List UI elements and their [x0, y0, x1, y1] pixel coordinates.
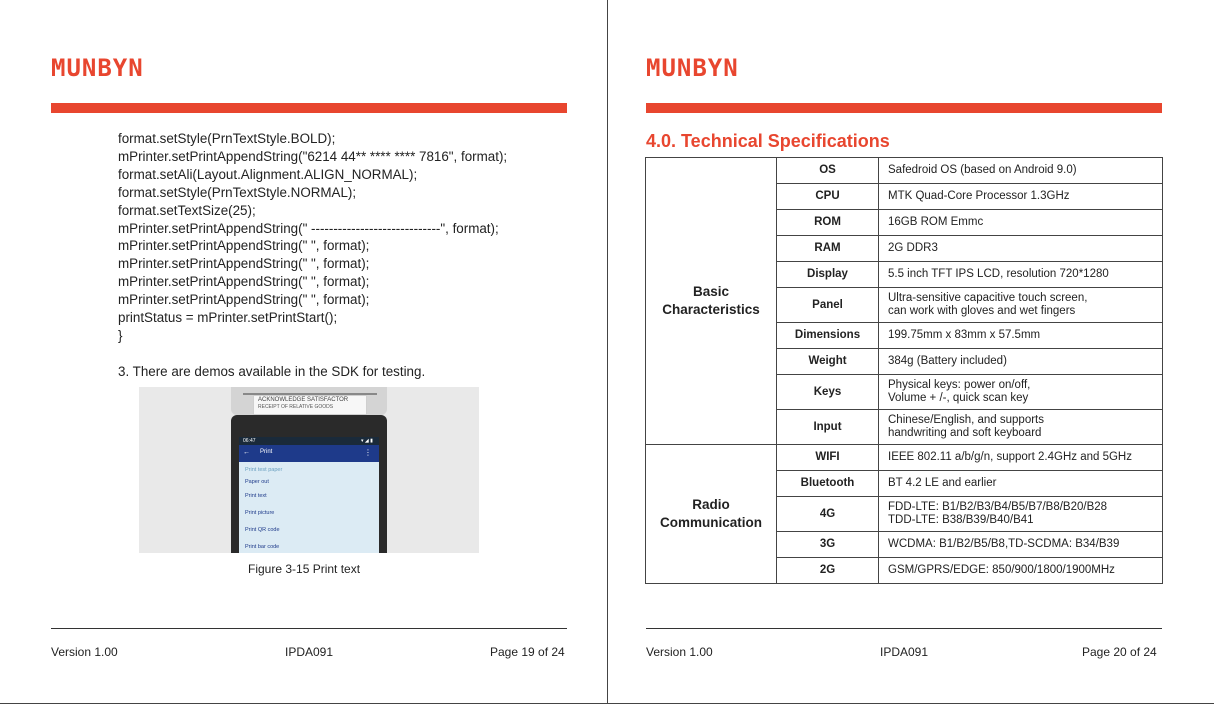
footer-version: Version 1.00 [646, 645, 713, 659]
screen-title: Print [260, 449, 273, 455]
more-icon: ⋮ [364, 448, 372, 457]
category-cell [646, 445, 777, 584]
menu-item: Print test paper [245, 467, 283, 473]
code-line: format.setTextSize(25); [118, 202, 256, 218]
spec-value: Physical keys: power on/off, Volume + /-, quick scan key [879, 375, 1163, 410]
footer-rule [646, 628, 1162, 629]
footer-model: IPDA091 [285, 645, 334, 659]
spec-name: Dimensions [777, 323, 879, 349]
footer-page-number: Page 19 of 24 [490, 645, 565, 659]
right-page [608, 0, 1214, 704]
spec-value: GSM/GPRS/EDGE: 850/900/1800/1900MHz [879, 558, 1163, 584]
menu-item: Paper out [245, 479, 269, 485]
spec-name: Panel [777, 288, 879, 323]
menu-item: Print picture [245, 510, 275, 516]
spec-value: 5.5 inch TFT IPS LCD, resolution 720*1280 [879, 262, 1163, 288]
spec-name: Keys [777, 375, 879, 410]
spec-name: 2G [777, 558, 879, 584]
code-line: mPrinter.setPrintAppendString(" ", format); [118, 274, 370, 290]
footer-page-number: Page 20 of 24 [1082, 645, 1157, 659]
code-line: mPrinter.setPrintAppendString(" -----------------------------", format); [118, 220, 499, 236]
category-label: Characteristics [662, 302, 760, 317]
footer-version: Version 1.00 [51, 645, 118, 659]
back-arrow-icon: ← [243, 449, 250, 456]
spec-name: 3G [777, 532, 879, 558]
code-line: mPrinter.setPrintAppendString(" ", format); [118, 292, 370, 308]
spec-value: Safedroid OS (based on Android 9.0) [879, 158, 1163, 184]
code-line: format.setAli(Layout.Alignment.ALIGN_NORMAL); [118, 166, 418, 182]
spec-value: IEEE 802.11 a/b/g/n, support 2.4GHz and 5GHz [879, 445, 1163, 471]
spec-name: RAM [777, 236, 879, 262]
code-line: } [118, 327, 123, 343]
spec-table [645, 157, 1163, 584]
code-line: mPrinter.setPrintAppendString(" ", format); [118, 238, 370, 254]
status-icons: ▾ ◢ ▮ [361, 438, 373, 444]
spec-name: ROM [777, 210, 879, 236]
demo-note: 3. There are demos available in the SDK for testing. [118, 364, 426, 379]
munbyn-logo: MUNBYN [51, 54, 144, 82]
spec-value: BT 4.2 LE and earlier [879, 471, 1163, 497]
receipt-text: RECEIPT OF RELATIVE GOODS [258, 404, 334, 410]
spec-value: 384g (Battery included) [879, 349, 1163, 375]
spec-name: Display [777, 262, 879, 288]
spec-row [646, 445, 1163, 471]
code-line: printStatus = mPrinter.setPrintStart(); [118, 310, 338, 326]
category-label: Radio [692, 497, 730, 512]
munbyn-logo: MUNBYN [646, 54, 739, 82]
spec-value: 199.75mm x 83mm x 57.5mm [879, 323, 1163, 349]
spec-value: 16GB ROM Emmc [879, 210, 1163, 236]
category-label: Communication [659, 515, 762, 530]
category-cell [646, 158, 777, 445]
footer-model: IPDA091 [880, 645, 929, 659]
footer-rule [51, 628, 567, 629]
spec-value: 2G DDR3 [879, 236, 1163, 262]
code-line: mPrinter.setPrintAppendString("6214 44** **** **** 7816", format); [118, 148, 508, 164]
receipt-text: ACKNOWLEDGE SATISFACTOR [258, 397, 349, 403]
spec-name: 4G [777, 497, 879, 532]
section-title: 4.0. Technical Specifications [646, 131, 890, 151]
status-time: 06:47 [243, 438, 256, 444]
spec-value: MTK Quad-Core Processor 1.3GHz [879, 184, 1163, 210]
spec-name: Bluetooth [777, 471, 879, 497]
spec-name: CPU [777, 184, 879, 210]
code-line: format.setStyle(PrnTextStyle.NORMAL); [118, 184, 357, 200]
spec-value: FDD-LTE: B1/B2/B3/B4/B5/B7/B8/B20/B28 TDD-LTE: B38/B39/B40/B41 [879, 497, 1163, 532]
menu-item: Print bar code [245, 544, 280, 550]
header-bar [51, 103, 567, 113]
spec-name: Weight [777, 349, 879, 375]
code-line: format.setStyle(PrnTextStyle.BOLD); [118, 131, 336, 146]
header-bar [646, 103, 1162, 113]
figure-caption: Figure 3-15 Print text [248, 562, 361, 576]
spec-value: WCDMA: B1/B2/B5/B8,TD-SCDMA: B34/B39 [879, 532, 1163, 558]
code-line: mPrinter.setPrintAppendString(" ", format); [118, 256, 370, 272]
spec-value: Ultra-sensitive capacitive touch screen, can work with gloves and wet fingers [879, 288, 1163, 323]
device-photo [139, 387, 479, 553]
spec-value: Chinese/English, and supports handwriting and soft keyboard [879, 410, 1163, 445]
spec-row [646, 158, 1163, 184]
spec-name: OS [777, 158, 879, 184]
code-block [118, 130, 507, 345]
menu-item: Print text [245, 493, 267, 499]
device-status-bar [239, 437, 379, 445]
spec-name: Input [777, 410, 879, 445]
category-label: Basic [692, 284, 730, 299]
menu-item: Print QR code [245, 527, 280, 533]
spec-name: WIFI [777, 445, 879, 471]
